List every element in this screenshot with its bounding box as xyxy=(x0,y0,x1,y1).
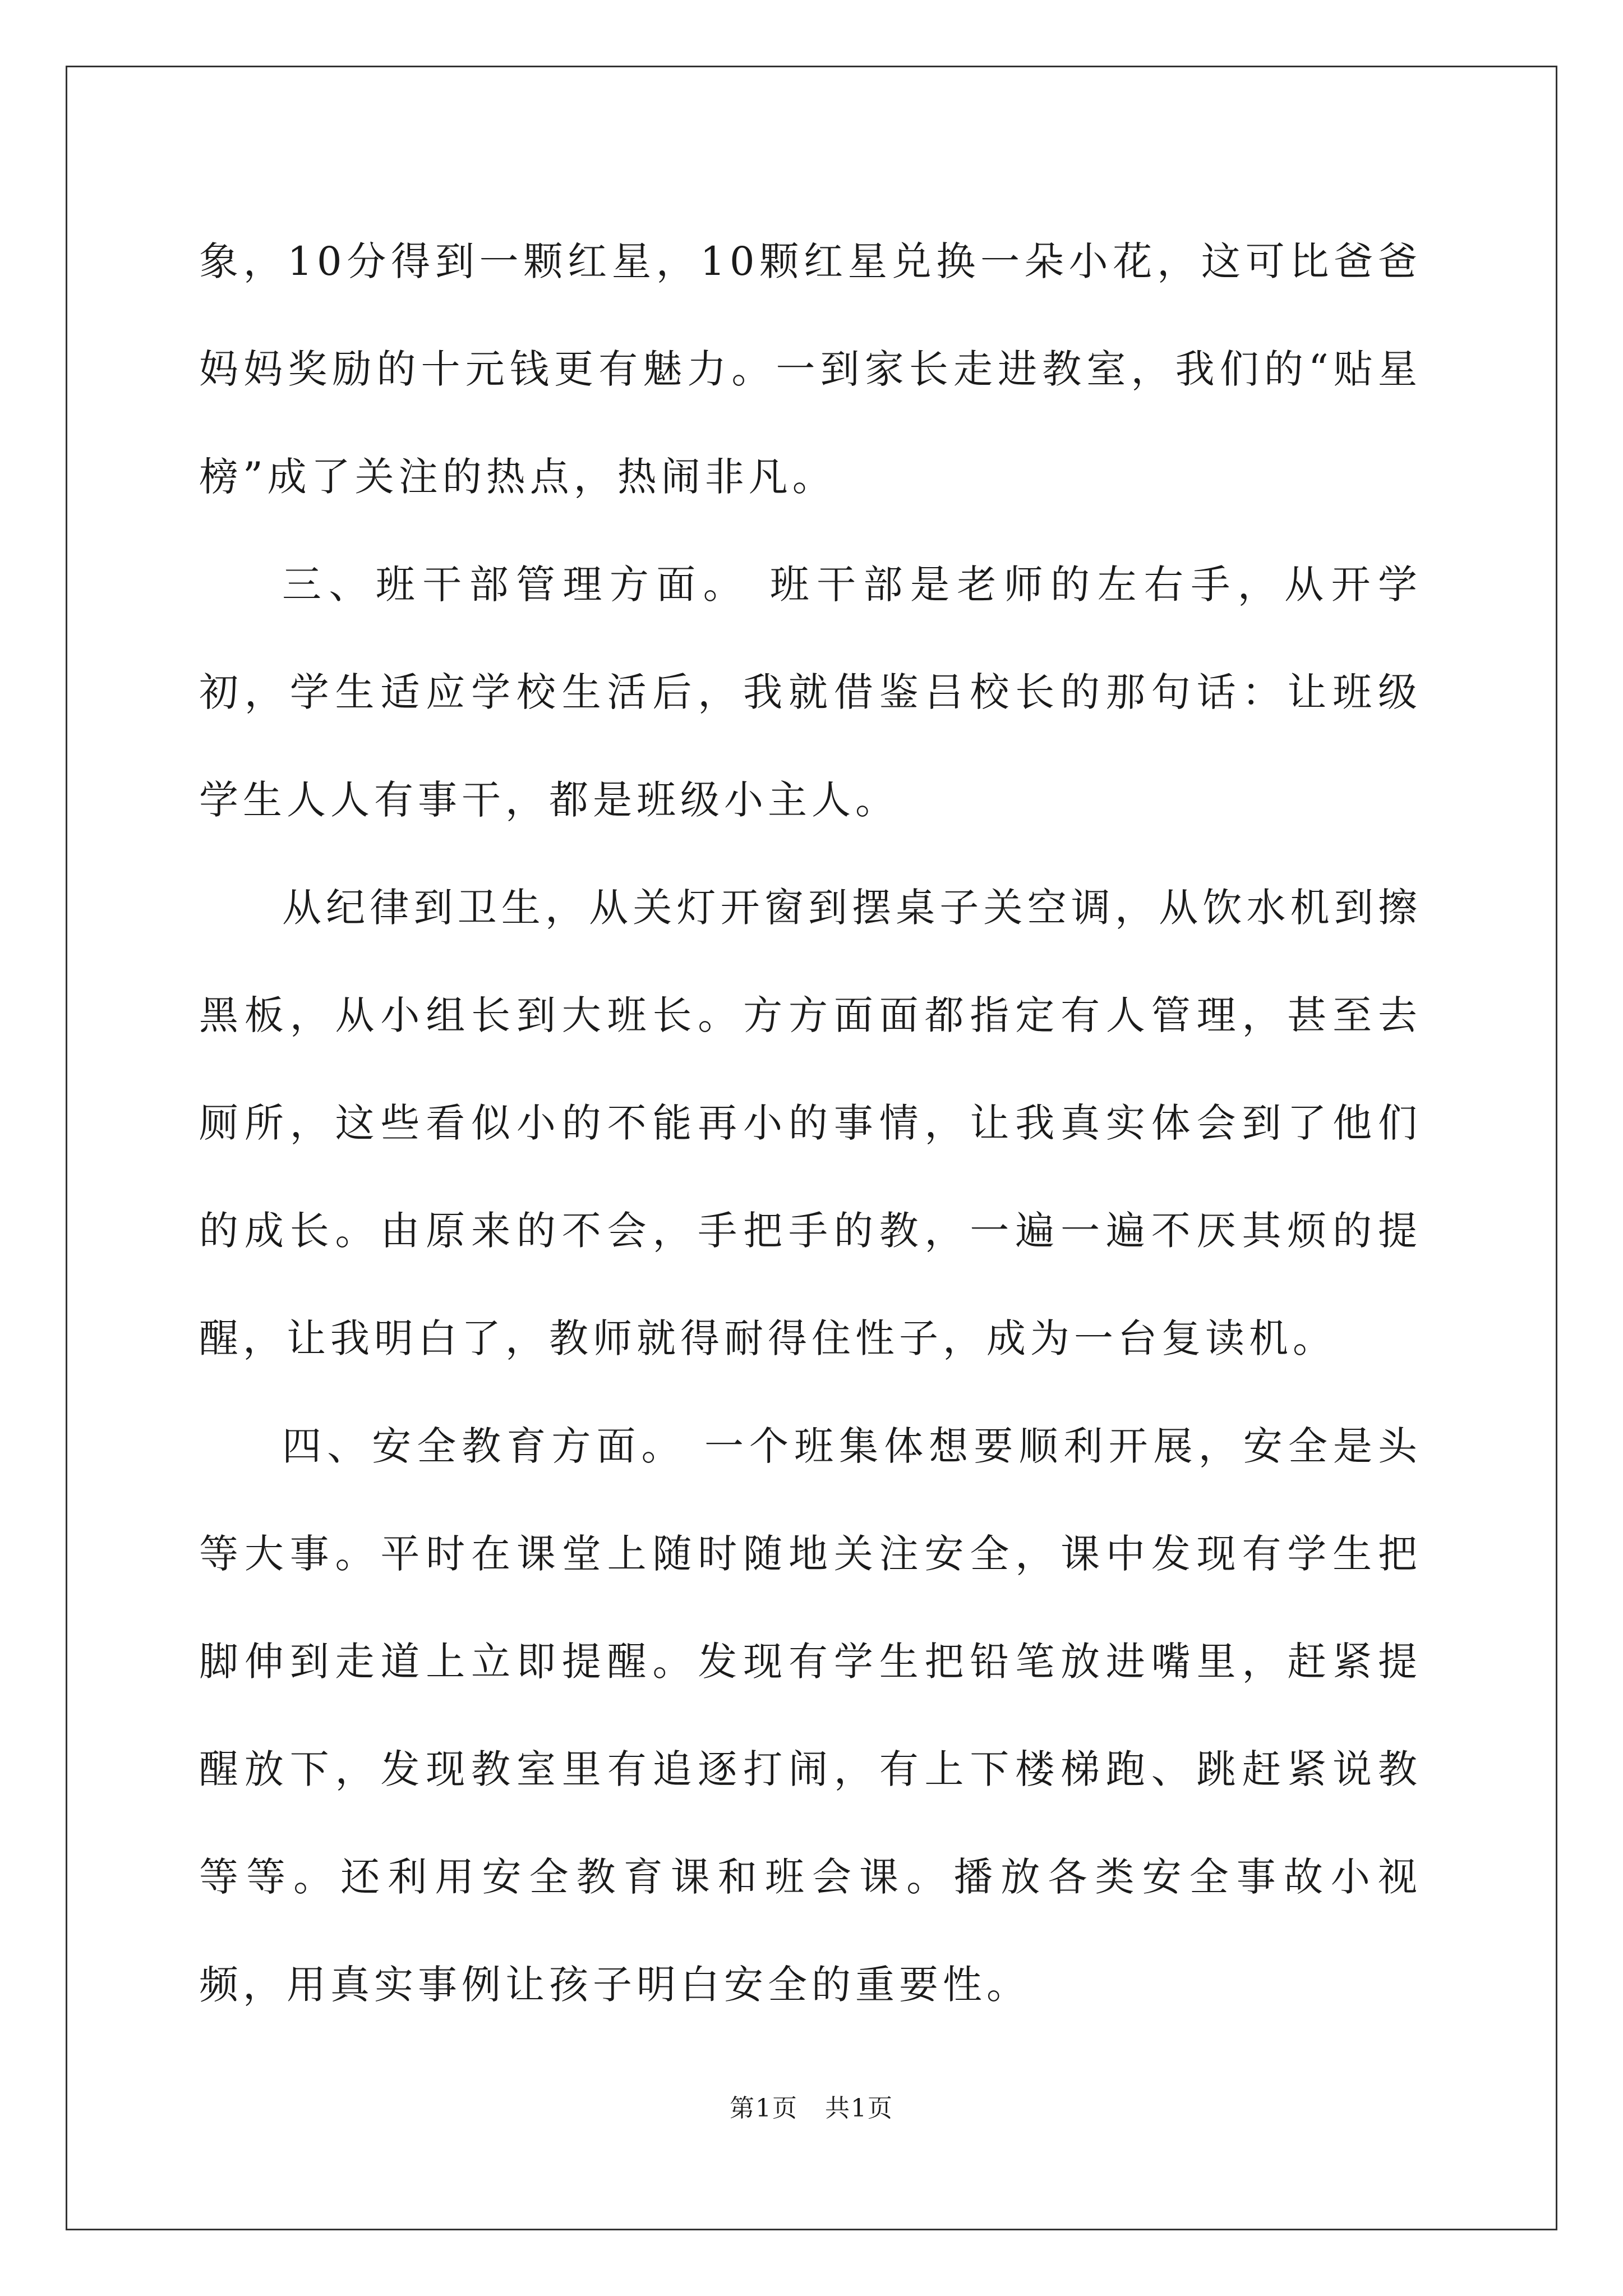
paragraph-responsibilities: 从纪律到卫生，从关灯开窗到摆桌子关空调，从饮水机到擦黑板，从小组长到大班长。方方面面都指定有人管理，甚至去厕所，这些看似小的不能再小的事情，让我真实体会到了他们的成长。由原来的不会，手把手的教，一遍一遍不厌其烦的提醒，让我明白了，教师就得耐得住性子，成为一台复读机。 xyxy=(199,885,1422,1361)
page-footer xyxy=(0,2088,1623,2124)
paragraph-class-cadre-management: 三、班干部管理方面。 班干部是老师的左右手，从开学初，学生适应学校生活后，我就借鉴吕校长的那句话：让班级学生人人有事干，都是班级小主人。 xyxy=(199,562,1422,823)
page-total: 共1页 xyxy=(825,2094,893,2123)
paragraph-safety-education: 四、安全教育方面。 一个班集体想要顺利开展，安全是头等大事。平时在课堂上随时随地关注安全，课中发现有学生把脚伸到走道上立即提醒。发现有学生把铅笔放进嘴里，赶紧提醒放下，发现教室里有追逐打闹，有上下楼梯跑、跳赶紧说教等等。还利用安全教育课和班会课。播放各类安全事故小视频，用真实事例让孩子明白安全的重要性。 xyxy=(199,1423,1422,2008)
page-number: 第1页 xyxy=(730,2094,798,2123)
document-body xyxy=(199,208,1422,2039)
paragraph-continued: 象，10分得到一颗红星，10颗红星兑换一朵小花，这可比爸爸妈妈奖励的十元钱更有魅力。一到家长走进教室，我们的“贴星榜”成了关注的热点，热闹非凡。 xyxy=(199,238,1422,500)
